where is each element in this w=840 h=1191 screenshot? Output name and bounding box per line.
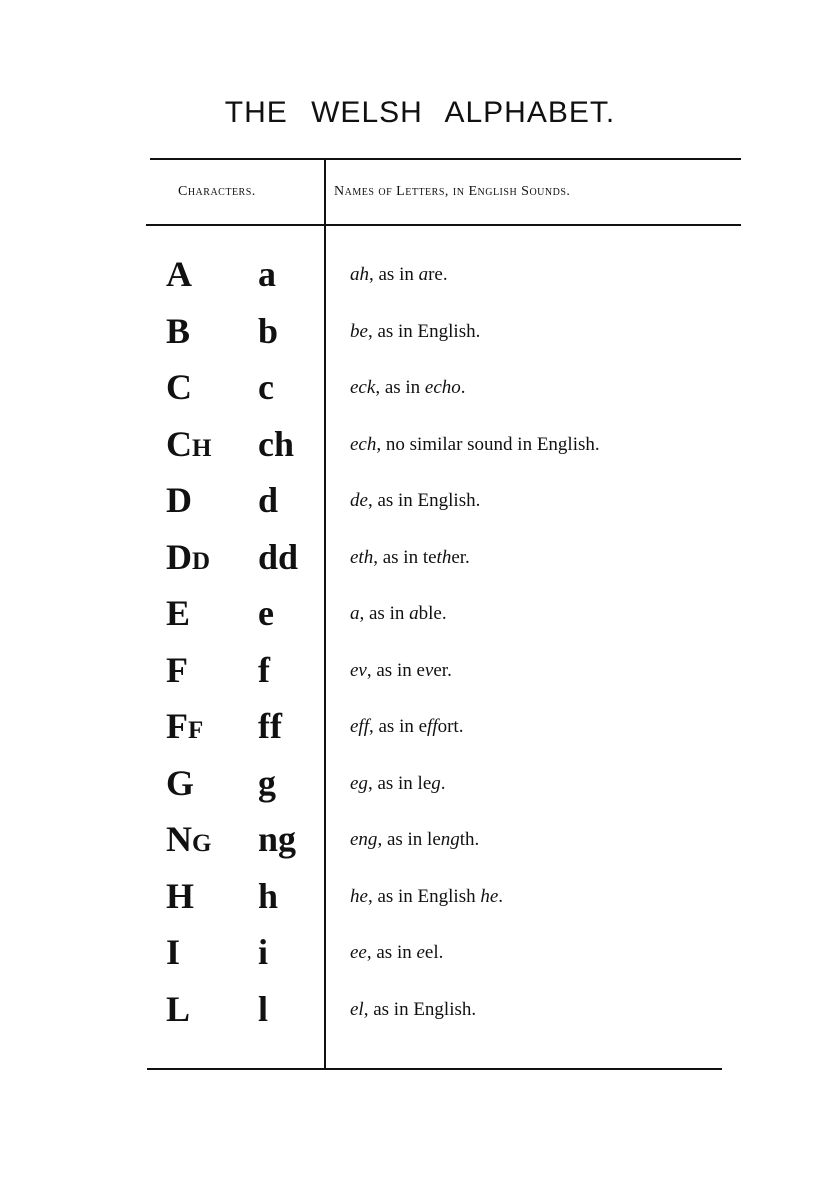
- example-suffix: .: [498, 885, 504, 907]
- example-suffix: re.: [428, 264, 448, 285]
- letter-name: ah: [350, 264, 369, 285]
- uppercase-character: G: [166, 762, 195, 803]
- description-text: , as in English: [367, 885, 481, 907]
- description-text: , as in: [375, 377, 425, 398]
- letter-name: eck: [350, 377, 376, 398]
- letter-name-description: [350, 884, 503, 910]
- uppercase-character: B: [166, 310, 191, 351]
- table-row: [0, 359, 840, 416]
- lowercase-character: d: [258, 480, 279, 520]
- example-suffix: .: [440, 772, 446, 794]
- header-rule: [146, 224, 741, 226]
- lowercase-character: a: [258, 254, 276, 294]
- lowercase-character: h: [258, 875, 279, 916]
- example-prefix: e: [418, 716, 428, 737]
- table-row: [0, 868, 840, 925]
- table-row: [0, 755, 840, 812]
- description-text: , as in: [359, 603, 410, 624]
- letter-name: eff: [350, 716, 369, 737]
- example-sound: g: [431, 772, 441, 794]
- uppercase-character: Ch: [166, 423, 212, 464]
- example-sound: v: [424, 659, 434, 681]
- table-row: [0, 303, 840, 360]
- description-text: , as in: [377, 829, 428, 850]
- bottom-rule: [147, 1068, 722, 1070]
- table-row: [0, 472, 840, 529]
- characters-column-header: Characters.: [178, 184, 256, 199]
- example-suffix: th.: [459, 829, 480, 850]
- table-row: [0, 246, 840, 303]
- letter-name-description: [350, 545, 470, 571]
- example-prefix: le: [427, 829, 441, 850]
- letter-name-description: [350, 997, 476, 1023]
- lowercase-character: e: [258, 593, 274, 633]
- description-text: , as in: [369, 716, 419, 737]
- letter-name-description: [350, 601, 447, 627]
- letter-name: a: [350, 603, 360, 624]
- example-suffix: .: [460, 377, 466, 398]
- letter-name: eng: [350, 829, 378, 850]
- letter-name-description: [350, 375, 466, 401]
- table-row: [0, 529, 840, 586]
- example-sound: th: [436, 546, 452, 568]
- letter-name-description: [350, 319, 480, 345]
- uppercase-character: A: [166, 254, 192, 294]
- page-title: THE WELSH ALPHABET.: [224, 96, 616, 129]
- uppercase-character: L: [166, 988, 191, 1029]
- letter-name-description: [350, 940, 443, 966]
- uppercase-character: Ng: [166, 819, 212, 859]
- letter-name: ee: [350, 942, 367, 963]
- letter-name: ech: [350, 433, 377, 455]
- uppercase-character: D: [166, 480, 192, 520]
- description-text: , as in: [366, 659, 417, 681]
- lowercase-character: dd: [258, 536, 299, 577]
- table-row: [0, 642, 840, 699]
- uppercase-character: E: [166, 593, 191, 633]
- example-prefix: le: [417, 772, 432, 794]
- letter-name: el: [350, 998, 364, 1020]
- table-row: [0, 981, 840, 1038]
- example-sound: a: [418, 264, 429, 285]
- description-text: , as in English.: [363, 998, 477, 1020]
- example-prefix: e: [416, 659, 425, 681]
- letter-name-description: [350, 262, 448, 288]
- letter-name-description: [350, 488, 480, 514]
- lowercase-character: l: [258, 988, 269, 1029]
- lowercase-character: ch: [258, 423, 294, 464]
- lowercase-character: f: [258, 649, 270, 690]
- description-text: , as in: [367, 772, 418, 794]
- example-prefix: te: [422, 546, 437, 568]
- lowercase-character: g: [258, 762, 276, 803]
- uppercase-character: H: [166, 875, 195, 916]
- lowercase-character: b: [258, 310, 279, 351]
- lowercase-character: c: [258, 367, 274, 407]
- example-suffix: ble.: [418, 603, 447, 624]
- uppercase-character: I: [166, 932, 181, 972]
- letter-name-description: [350, 658, 452, 684]
- letter-name: ev: [350, 659, 367, 681]
- letter-name-description: [350, 714, 463, 740]
- example-sound: he: [480, 885, 499, 907]
- letter-name: de: [350, 490, 368, 511]
- uppercase-character: Dd: [166, 536, 211, 577]
- example-suffix: er.: [451, 546, 470, 568]
- lowercase-character: ff: [258, 706, 282, 746]
- letter-name-description: [350, 432, 600, 458]
- description-text: , as in English.: [367, 320, 481, 342]
- example-sound: e: [416, 942, 425, 963]
- uppercase-character: Ff: [166, 706, 204, 746]
- table-row: [0, 811, 840, 868]
- uppercase-character: C: [166, 367, 192, 407]
- letter-name-description: [350, 771, 446, 797]
- example-sound: ff: [427, 716, 438, 737]
- description-text: , as in: [369, 264, 419, 285]
- letter-name: be: [350, 320, 368, 342]
- table-row: [0, 698, 840, 755]
- example-suffix: el.: [424, 942, 444, 963]
- names-column-header: Names of Letters, in English Sounds.: [334, 184, 571, 199]
- table-row: [0, 924, 840, 981]
- letter-name: eth: [350, 546, 374, 568]
- description-text: , as in: [366, 942, 417, 963]
- uppercase-character: F: [166, 649, 188, 690]
- example-sound: echo: [424, 377, 461, 398]
- top-rule: [150, 158, 741, 160]
- example-suffix: ort.: [437, 716, 464, 737]
- table-row: [0, 416, 840, 473]
- lowercase-character: ng: [258, 819, 297, 859]
- letter-name: he: [350, 885, 368, 907]
- table-row: [0, 585, 840, 642]
- letter-name: eg: [350, 772, 368, 794]
- example-suffix: er.: [433, 659, 452, 681]
- alphabet-table: [0, 246, 840, 1037]
- description-text: , as in English.: [367, 490, 481, 511]
- letter-name-description: [350, 827, 479, 853]
- description-text: , as in: [373, 546, 423, 568]
- example-sound: ng: [440, 829, 460, 850]
- lowercase-character: i: [258, 932, 269, 972]
- example-sound: a: [409, 603, 419, 624]
- description-text: , no similar sound in English.: [376, 433, 600, 455]
